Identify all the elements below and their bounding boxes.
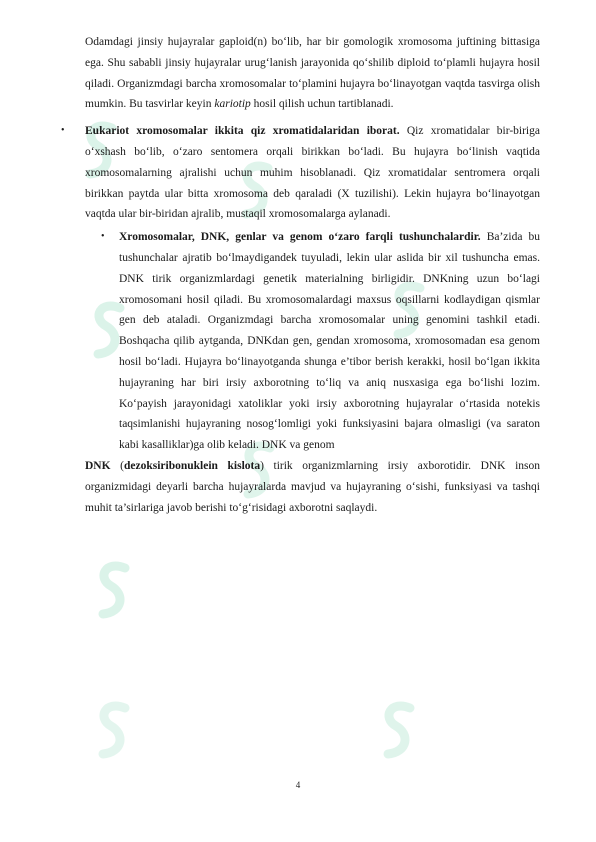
bullet-text: Ba’zida bu tushunchalar ajratib bo‘lmaydigandek tuyuladi, lekin ular aslida bir xil tushuncha emas. DNK tirik organizmlardagi genetik materialning birligidir. DNKning uzun bo‘lagi xromosomani hosil qiladi. Bu xromosomalardagi maxsus oqsillarni kodlaydigan qismlar gen deb ataladi. Organizmdagi barcha xromosomalar uning genomini tashkil etadi. Boshqacha qilib aytganda, DNKdan gen, gendan xromosoma, xromosomadan esa genom hosil bo‘ladi. Hujayra bo‘linayotganda shunga e’tibor berish kerakki, hosil bo‘lgan ikkita hujayraning har biri irsiy axborotning to‘liq va aniq nusxasiga ega bo‘lishi lozim. Ko‘payish jarayonidagi xatoliklar yoki irsiy axborotning hujayralar o‘rtasida notekis taqsimlanishi hujayraning nosog‘lomligi yoki funksiyasini bajara olmasligi (va saraton kabi kasalliklar)ga olib keladi. DNK va genom (119, 231, 540, 452)
watermark-logo-icon (380, 700, 420, 760)
bullet-item-chromatids (61, 121, 540, 225)
dna-term: DNK (85, 459, 111, 472)
intro-text-end: hosil qilish uchun tartiblanadi. (250, 98, 394, 111)
karyotype-term: kariotip (214, 98, 251, 111)
bullet-paragraph (85, 121, 540, 225)
dna-fullname: dezoksiribonuklein kislota (123, 459, 261, 472)
page-number: 4 (295, 780, 301, 790)
bullet-item-concepts (101, 227, 540, 456)
paren-open: ( (110, 459, 124, 472)
bullet-paragraph (119, 227, 540, 456)
intro-paragraph (85, 32, 540, 115)
watermark-logo-icon (95, 560, 135, 620)
dna-text: ) tirik organizmlarning irsiy axborotidir. DNK inson organizmidagi deyarli barcha hujayralarda mavjud va hujayraning o‘sishi, funksiyasi va tashqi muhit ta’sirlariga javob berishi to‘g‘risidagi axborotni saqlaydi. (85, 459, 540, 514)
bullet-heading: Xromosomalar, DNK, genlar va genom o‘zaro farqli tushunchalardir. (119, 231, 481, 244)
document-body (61, 32, 540, 518)
bullet-text: Qiz xromatidalar bir-biriga o‘xshash bo‘lib, o‘zaro sentomera orqali birikkan bo‘ladi. Bu hujayra bo‘linish vaqtida xromosomalarning ajralishi uchun muhim hisoblanadi. Qiz xromatidalar sentromera orqali birikkan paytda ular bitta xromosoma deb qaraladi (X tuzilishi). Lekin hujayra bo‘linayotgan vaqtda ular bir-biridan ajralib, mustaqil xromosomalarga aylanadi. (85, 125, 540, 221)
bullet-heading: Eukariot xromosomalar ikkita qiz xromatidalaridan iborat. (85, 125, 400, 138)
dna-paragraph (85, 456, 540, 518)
watermark-logo-icon (95, 700, 135, 760)
bullet-marker: • (101, 231, 105, 243)
bullet-marker: • (61, 125, 65, 137)
intro-text: Odamdagi jinsiy hujayralar gaploid(n) bo‘lib, har bir gomologik xromosoma juftining bittasiga ega. Shu sababli jinsiy hujayralar urug‘lanish jarayonida qo‘shilib diploid to‘plamli hujayra hosil qiladi. Organizmdagi barcha xromosomalar to‘plamini hujayra bo‘linayotgan vaqtda tasvirga olish mumkin. Bu tasvirlar keyin (85, 36, 540, 111)
